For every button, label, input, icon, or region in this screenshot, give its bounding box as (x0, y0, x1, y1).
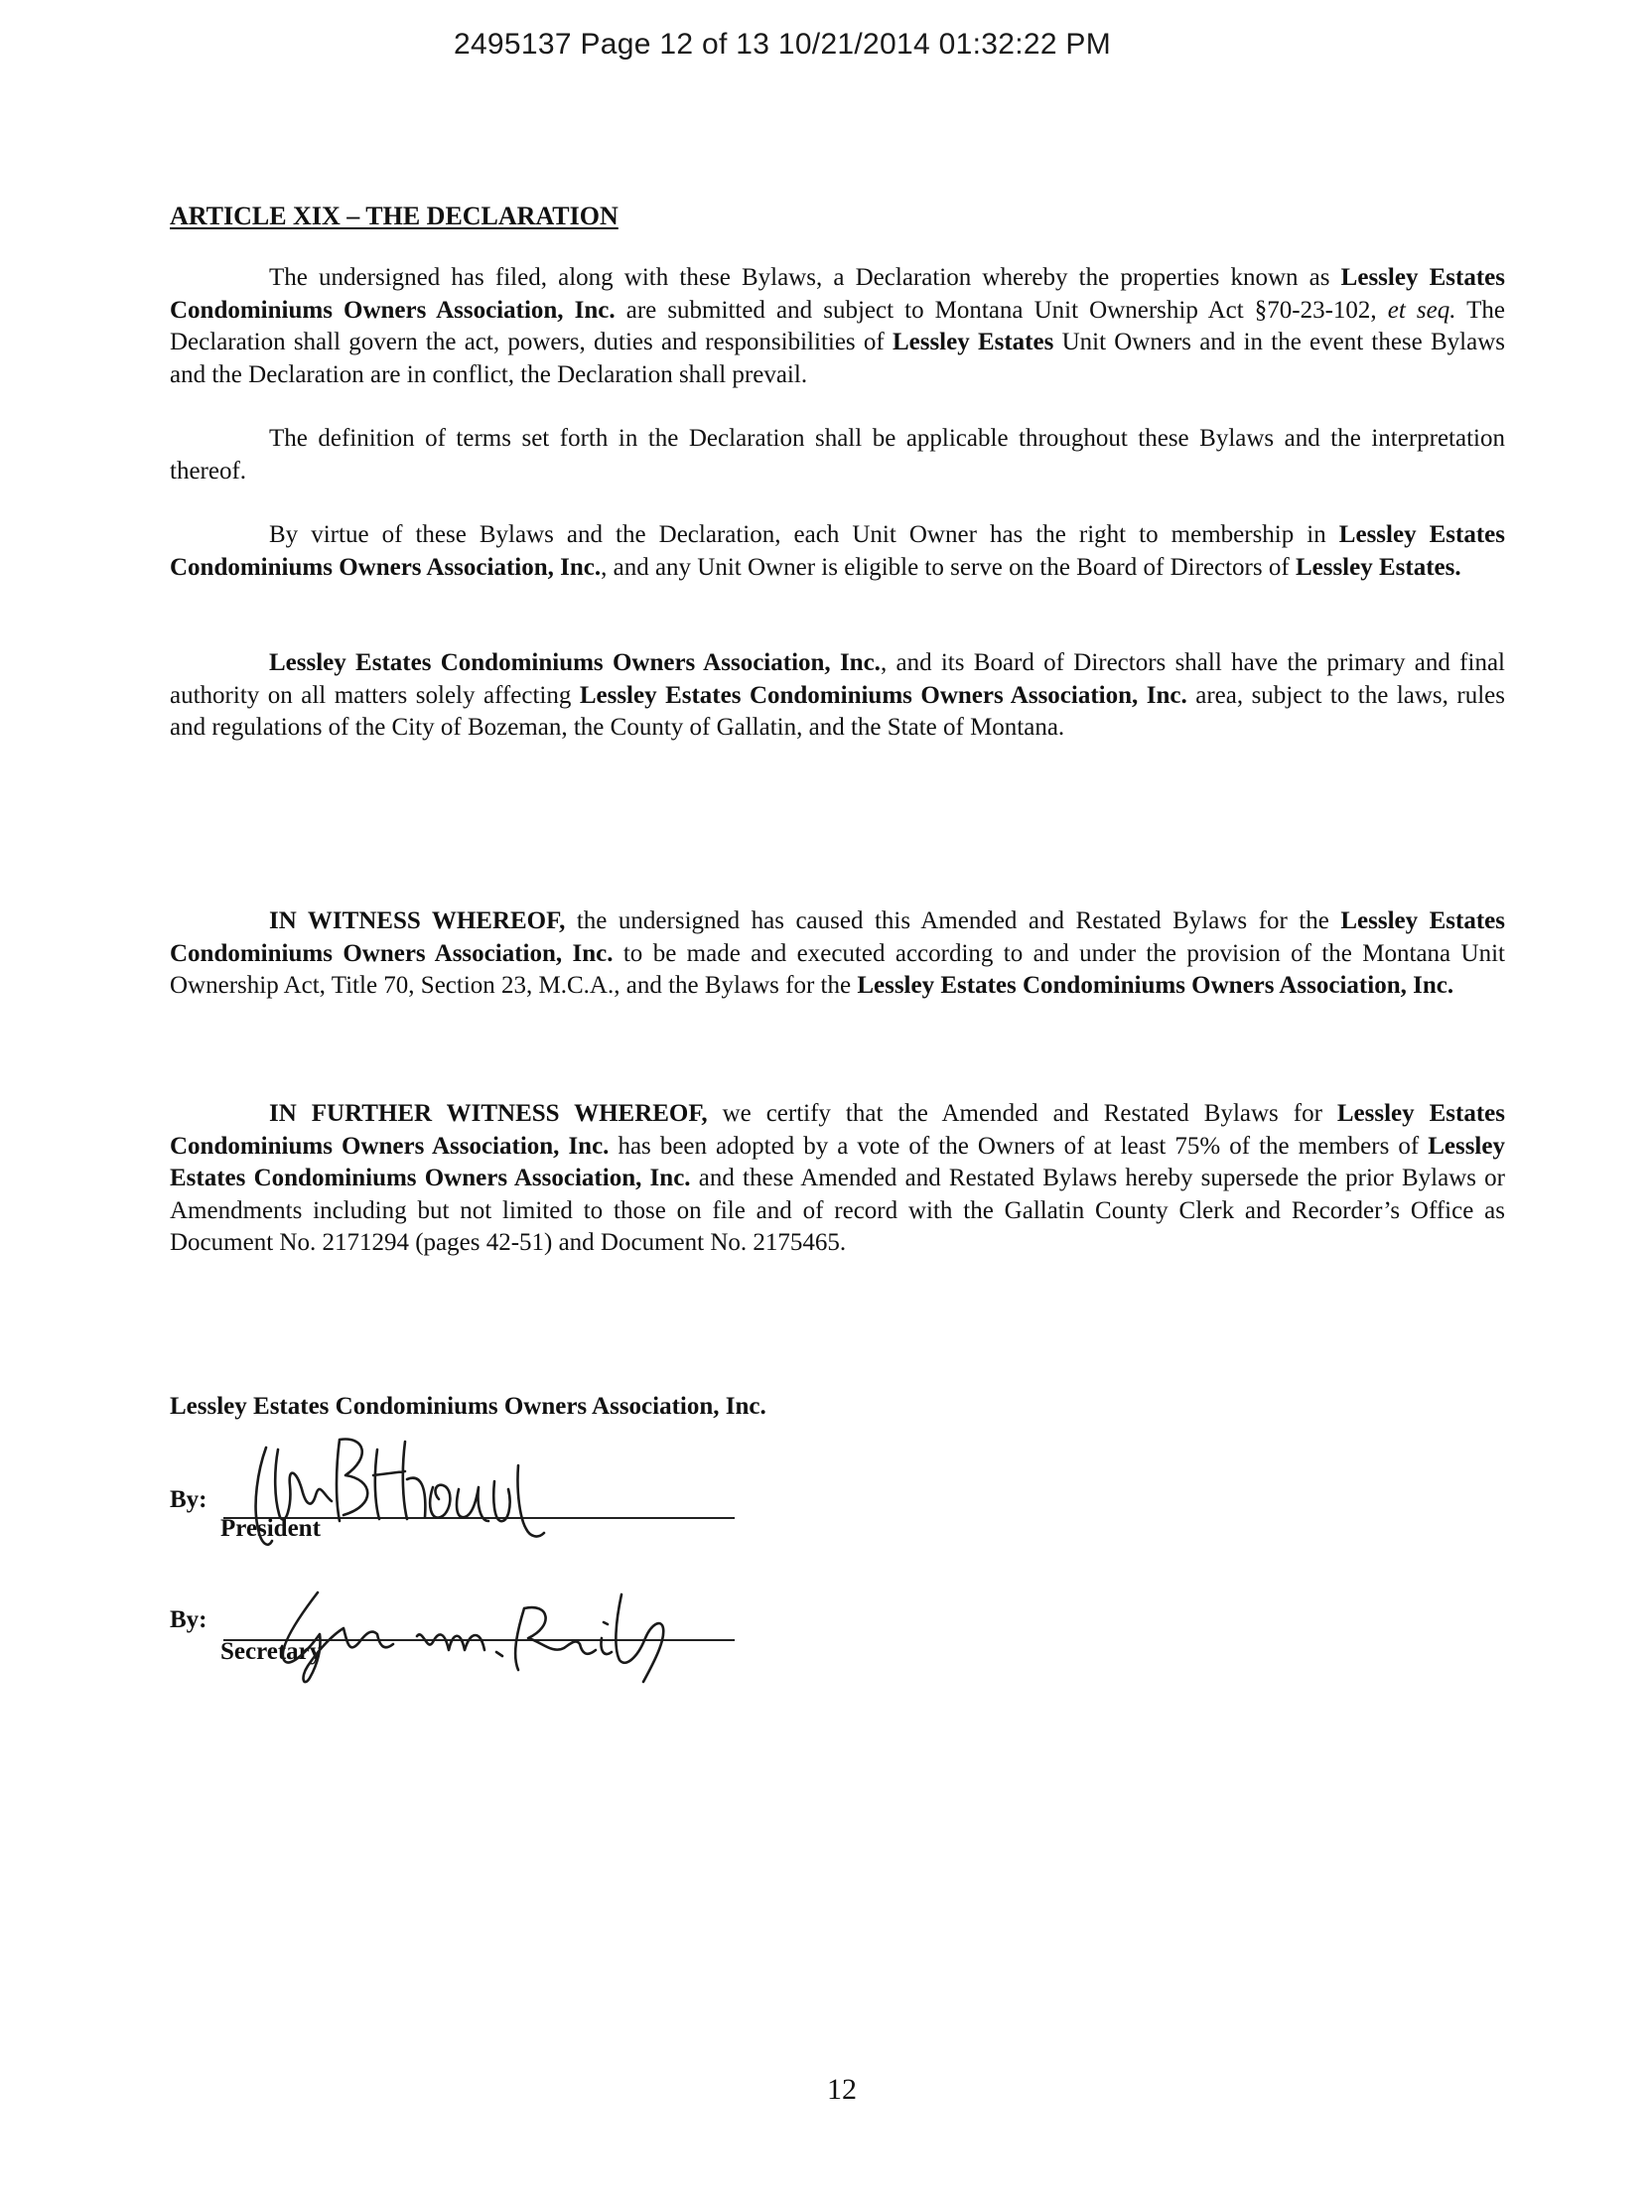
text-run: The undersigned has filed, along with these Bylaws, a Declaration whereby the properties known as (269, 264, 1341, 291)
by-label-president: By: (170, 1486, 207, 1513)
association-name: Lessley Estates Condominiums Owners Association, Inc. (579, 681, 1187, 709)
text-run: has been adopted by a vote of the Owners of at least 75% of the members of (609, 1132, 1429, 1160)
text-run: the undersigned has caused this Amended and Restated Bylaws for the (565, 907, 1341, 934)
association-name: Lessley Estates Condominiums Owners Association, Inc. (857, 972, 1454, 999)
association-name: Lessley Estates Condominiums Owners Association, Inc. (170, 521, 1505, 581)
latin-phrase: et seq. (1387, 296, 1456, 324)
association-name: Lessley Estates Condominiums Owners Association, Inc. (269, 649, 881, 676)
authority-paragraph (170, 647, 1505, 745)
text-run: Unit Owners and in the event these Bylaws and the Declaration are in conflict, the Declaration shall prevail. (170, 329, 1505, 388)
text-run: we certify that the Amended and Restated Bylaws for (707, 1100, 1337, 1127)
association-name: Lessley Estates Condominiums Owners Association, Inc. (170, 1132, 1505, 1191)
president-title: President (220, 1515, 321, 1542)
text-run: area, subject to the laws, rules and regulations of the City of Bozeman, the County of Gallatin, and the State of Montana. (170, 681, 1505, 741)
association-short-name: Lessley Estates. (1295, 553, 1461, 581)
definitions-paragraph (170, 423, 1505, 487)
association-name: Lessley Estates Condominiums Owners Association, Inc. (170, 1100, 1505, 1160)
recording-stamp: 2495137 Page 12 of 13 10/21/2014 01:32:22 PM (453, 28, 1112, 61)
association-short-name: Lessley Estates (892, 329, 1054, 355)
further-witness-paragraph (170, 1098, 1505, 1260)
declaration-paragraph (170, 262, 1505, 391)
text-run: are submitted and subject to Montana Unit Ownership Act §70-23-102, (615, 296, 1388, 324)
article-heading: ARTICLE XIX – THE DECLARATION (170, 202, 619, 230)
president-signature (228, 1410, 586, 1559)
text-run: , and its Board of Directors shall have the primary and final authority on all matters solely affecting (170, 649, 1505, 709)
association-name: Lessley Estates Condominiums Owners Association, Inc. (170, 264, 1505, 324)
secretary-signature (248, 1579, 705, 1688)
page-number: 12 (827, 2073, 857, 2106)
witness-clause: IN WITNESS WHEREOF, (269, 907, 566, 934)
witness-paragraph (170, 905, 1505, 1003)
association-name: Lessley Estates Condominiums Owners Association, Inc. (170, 907, 1506, 967)
text-run: By virtue of these Bylaws and the Declaration, each Unit Owner has the right to membership in (269, 521, 1339, 548)
text-run: The definition of terms set forth in the Declaration shall be applicable throughout these Bylaws and the interpretation thereof. (170, 425, 1505, 484)
text-run: , and any Unit Owner is eligible to serve on the Board of Directors of (601, 553, 1296, 581)
secretary-title: Secretary (220, 1638, 323, 1665)
text-run: to be made and executed according to and under the provision of the Montana Unit Ownership Act, Title 70, Section 23, M.C.A., and the Bylaws for the (170, 939, 1505, 999)
by-label-secretary: By: (170, 1606, 207, 1633)
signature-association-name: Lessley Estates Condominiums Owners Association, Inc. (170, 1393, 766, 1420)
membership-paragraph (170, 519, 1505, 584)
witness-clause: IN FURTHER WITNESS WHEREOF, (269, 1100, 708, 1127)
text-run: and these Amended and Restated Bylaws hereby supersede the prior Bylaws or Amendments including but not limited to those on file and of record with the Gallatin County Clerk and Recorder’s Office as Document No. 2171294 (pages 42-51) and Document No. 2175465. (170, 1165, 1505, 1256)
text-run: The Declaration shall govern the act, powers, duties and responsibilities of (170, 296, 1505, 355)
